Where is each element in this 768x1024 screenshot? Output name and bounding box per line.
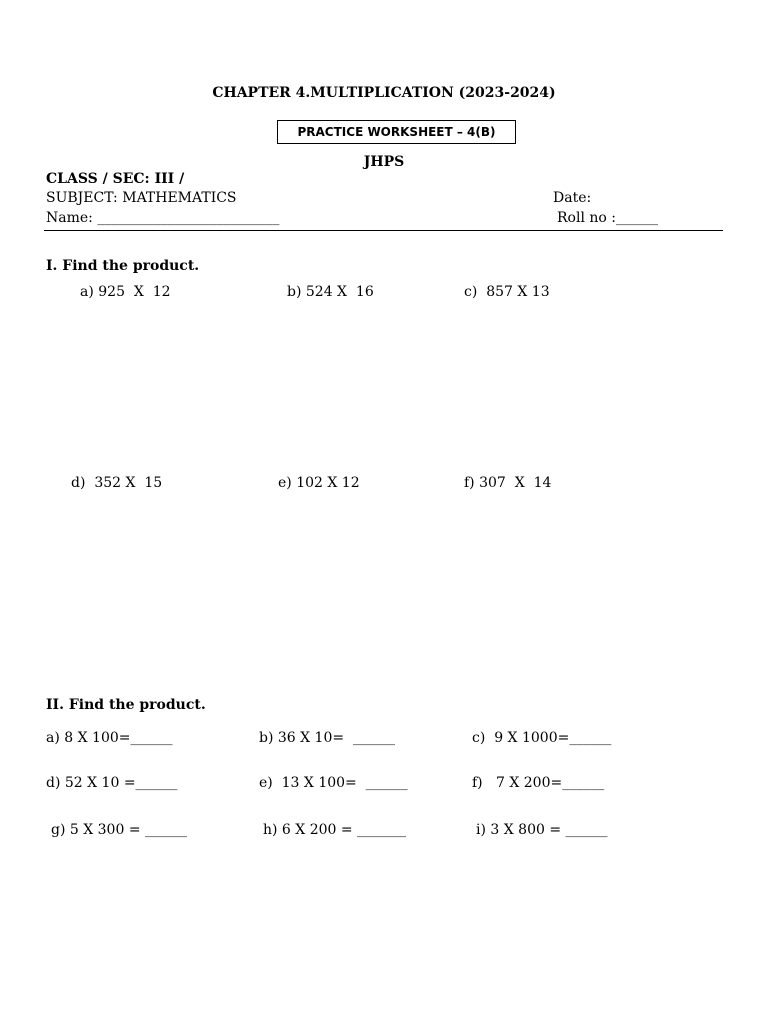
problem-1d: d) 352 X 15 <box>71 475 163 491</box>
problem-1b: b) 524 X 16 <box>287 284 374 300</box>
problem-2h: h) 6 X 200 = _______ <box>263 822 407 838</box>
school-name: JHPS <box>363 154 405 170</box>
class-section-line <box>46 171 184 187</box>
section-1-heading: I. Find the product. <box>46 258 200 274</box>
problem-2i: i) 3 X 800 = ______ <box>476 822 608 838</box>
problem-2b: b) 36 X 10= ______ <box>259 730 396 746</box>
problem-1e: e) 102 X 12 <box>278 475 360 491</box>
worksheet-code-box: PRACTICE WORKSHEET – 4(B) <box>277 120 516 144</box>
date-field: Date: <box>553 190 592 206</box>
class-value: : III / <box>144 171 185 187</box>
problem-2g: g) 5 X 300 = ______ <box>51 822 188 838</box>
header-divider <box>44 230 723 231</box>
problem-1c: c) 857 X 13 <box>464 284 550 300</box>
problem-2e: e) 13 X 100= ______ <box>259 775 408 791</box>
subject-line: SUBJECT: MATHEMATICS <box>46 190 237 206</box>
problem-2f: f) 7 X 200=______ <box>472 775 605 791</box>
problem-2c: c) 9 X 1000=______ <box>472 730 612 746</box>
problem-1a: a) 925 X 12 <box>80 284 171 300</box>
problem-2d: d) 52 X 10 =______ <box>46 775 178 791</box>
worksheet-title: CHAPTER 4.MULTIPLICATION (2023-2024) <box>212 85 556 101</box>
problem-1f: f) 307 X 14 <box>464 475 552 491</box>
name-field: Name: __________________________ <box>46 210 280 226</box>
section-2-heading: II. Find the product. <box>46 697 206 713</box>
problem-2a: a) 8 X 100=______ <box>46 730 173 746</box>
roll-number-field: Roll no :______ <box>557 210 658 226</box>
class-label: CLASS / SEC <box>46 171 145 187</box>
